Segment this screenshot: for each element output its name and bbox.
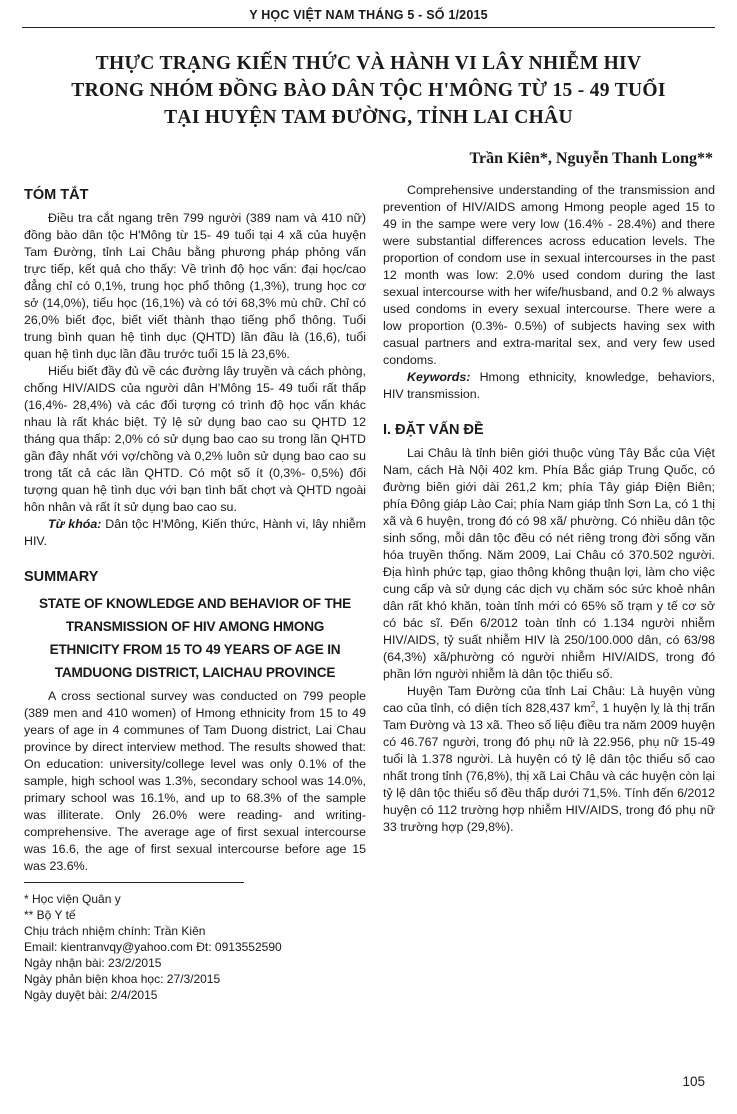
intro-paragraph: [383, 683, 715, 836]
abstract-keywords: [24, 516, 366, 550]
intro-paragraph: Lai Châu là tỉnh biên giới thuộc vùng Tây Bắc của Việt Nam, cách Hà Nội 402 km. Phía Bắc giáp Trung Quốc, có đường biên giới dài 261,2 km; phía Tây giáp Điện Biên; phía Đông giáp Lào Cai; phía Nam giáp tỉnh Sơn La, có 1 thị xã và 6 huyện, trong đó có 98 xã/ phường. Có nhiều dân tộc sinh sống, mỗi dân tộc đều có nét riêng trong đời sống văn hóa truyền thống. Năm 2009, Lai Châu có 370.502 người. Địa hình phức tạp, giao thông không thuận lợi, làm cho việc cung cấp và sử dụng các dịch vụ chăm sóc sức khoẻ nhân dân rất khó khăn, toàn tỉnh mới có 65% số trạm y tế cơ sở có bác sĩ. Đến 6/2012 toàn tỉnh có 1.134 người nhiễm HIV/AIDS, tỷ suất nhiễm HIV là 250/100.000 dân, có 63/98 (64,3%) xã/phường có người nhiễm HIV/AIDS, trong đó phần lớn người nhiễm là dân tộc thiểu số.: [383, 446, 715, 681]
footnote-line: Chịu trách nhiệm chính: Trần Kiên: [24, 924, 206, 938]
right-column: [383, 182, 715, 836]
summary-title-line: TAMDUONG DISTRICT, LAICHAU PROVINCE: [54, 665, 336, 680]
footnote-line: Ngày phản biện khoa học: 27/3/2015: [24, 972, 221, 986]
summary-heading: SUMMARY: [24, 569, 99, 585]
abstract-paragraph: Điều tra cắt ngang trên 799 người (389 nam và 410 nữ) đồng bào dân tộc H'Mông từ 15- 49 tuổi tại 4 xã của huyện Tam Đường, tỉnh Lai Châu bằng phương pháp phỏng vấn trực tiếp, kết quả cho thấy: Về trình độ học vấn: đại học/cao đẳng chỉ có 0,1%, trung học phổ thông (1,3%), trung học cơ sở (14,0%), tiểu học (16,1%) và có tới 68,3% mù chữ. Chỉ có 26,0% biết đọc, biết viết thành thạo tiếng phổ thông. Tuổi trung bình quan hệ tình dục (QHTD) lần đầu là (16,6), tuổi quan hệ tình dục lần đầu trước tuổi 15 là 23,6%.: [24, 211, 366, 361]
summary-title-line: STATE OF KNOWLEDGE AND BEHAVIOR OF THE: [38, 596, 352, 611]
authors: Trần Kiên*, Nguyễn Thanh Long**: [469, 150, 713, 167]
keywords-text: Hmong ethnicity, knowledge, behaviors, HIV transmission.: [383, 370, 715, 401]
keywords-label: Keywords:: [407, 370, 471, 384]
keywords-label: Từ khóa:: [48, 517, 102, 531]
footnotes: [24, 882, 366, 1003]
title-line: TRONG NHÓM ĐỒNG BÀO DÂN TỘC H'MÔNG TỪ 15 - 49 TUỔI: [71, 80, 666, 101]
footnote-line: ** Bộ Y tế: [24, 908, 76, 922]
summary-paragraph: A cross sectional survey was conducted on 799 people (389 men and 410 women) of Hmong ethnicity from 15 to 49 years of age in 4 communes of Tam Duong district, Lai Chau province by direct interview method. The results showed that: On education: university/college level was only 0.1% of the sample, high school was 1.3%, secondary school was 14.0%, primary school was 16.1%, and up to 68.3% of the sample was illiterate. Only 26.0% were reading- and writing-comprehensive. The average age of first sexual intercourse was 16.6, the age of first sexual intercourse before age 15 was 23.6%.: [24, 689, 366, 873]
running-head: Y HỌC VIỆT NAM THÁNG 5 - SỐ 1/2015: [249, 8, 488, 22]
section-heading: I. ĐẶT VẤN ĐỀ: [383, 422, 484, 438]
footnote-rule: [24, 882, 244, 883]
summary-title-line: TRANSMISSION OF HIV AMONG HMONG: [65, 619, 325, 634]
page-number: 105: [682, 1074, 705, 1089]
abstract-paragraph: Hiểu biết đầy đủ về các đường lây truyền và cách phòng, chống HIV/AIDS của người dân H'Mông 15- 49 tuổi rất thấp (16,4%- 28,4%) và các đối tượng có trình độ học vấn khác nhau là rất khác biệt. Tỷ lệ sử dụng bao cao su QHTD 12 tháng qua thấp: 2,0% có sử dụng bao cao su trong lần QHTD gần đây nhất với vợ/chồng và 0,2% luôn sử dụng bao cao su trong tất cả các lần QHTD. Có một số ít (0,3%- 0,5%) đối tượng quan hệ tình dục với bạn tình bất chợt và QHTD ngoài hôn nhân và rất ít sử dụng bao cao su.: [24, 364, 366, 514]
summary-title-line: ETHNICITY FROM 15 TO 49 YEARS OF AGE IN: [49, 642, 341, 657]
keywords-text: Dân tộc H'Mông, Kiến thức, Hành vi, lây nhiễm HIV.: [24, 517, 366, 548]
abstract-heading: TÓM TẮT: [24, 187, 89, 203]
summary-keywords: [383, 369, 715, 403]
article-title: [40, 50, 697, 131]
header-rule: [22, 27, 715, 28]
footnote-line: Ngày nhận bài: 23/2/2015: [24, 956, 162, 970]
left-column: [24, 182, 366, 875]
summary-title: [24, 592, 366, 684]
footnote-line: * Học viện Quân y: [24, 892, 121, 906]
title-line: TẠI HUYỆN TAM ĐƯỜNG, TỈNH LAI CHÂU: [164, 107, 573, 128]
summary-paragraph: Comprehensive understanding of the transmission and prevention of HIV/AIDS among Hmong people aged 15 to 49 in the sampe were very low (16.4% - 28.4%) and there were substantial differences across education levels. The proportion of condom use in sexual intercourses in the past 12 month was low: 2.0% used condom during the last sexual intercourse with her wife/husband, and 0.2 % always used condoms in every sexual intercourse. There were a low proportion (0.3%- 0.5%) of subjects having sex with casual partners and extra-marital sex, and very few used condoms.: [383, 183, 715, 367]
footnote-line: Email: kientranvqy@yahoo.com Đt: 0913552590: [24, 940, 282, 954]
footnote-line: Ngày duyệt bài: 2/4/2015: [24, 988, 158, 1002]
intro-text: Huyện Tam Đường của tỉnh Lai Châu: Là huyện vùng cao của tỉnh, có diện tích 828,437 km: [383, 684, 715, 715]
superscript: 2: [590, 699, 596, 709]
intro-text: , 1 huyện lỵ là thị trấn Tam Đường và 13 xã. Theo số liệu điều tra năm 2009 huyện có 46.767 người, trong đó phụ nữ là 22.956, phụ nữ 15-49 tuổi là 1.378 người. Là huyện có tỷ lệ dân tộc thiểu số cao nhất trong tỉnh (76,8%), thị xã Lai Châu và các huyện còn lại tỷ lệ dân tộc thiểu số đều thấp dưới 71,5%. Tính đến 6/2012 huyện có 112 trường hợp nhiễm HIV/AIDS, trong đó phụ nữ 33 trường hợp (29,8%).: [383, 701, 715, 834]
title-line: THỰC TRẠNG KIẾN THỨC VÀ HÀNH VI LÂY NHIỄM HIV: [95, 53, 642, 74]
